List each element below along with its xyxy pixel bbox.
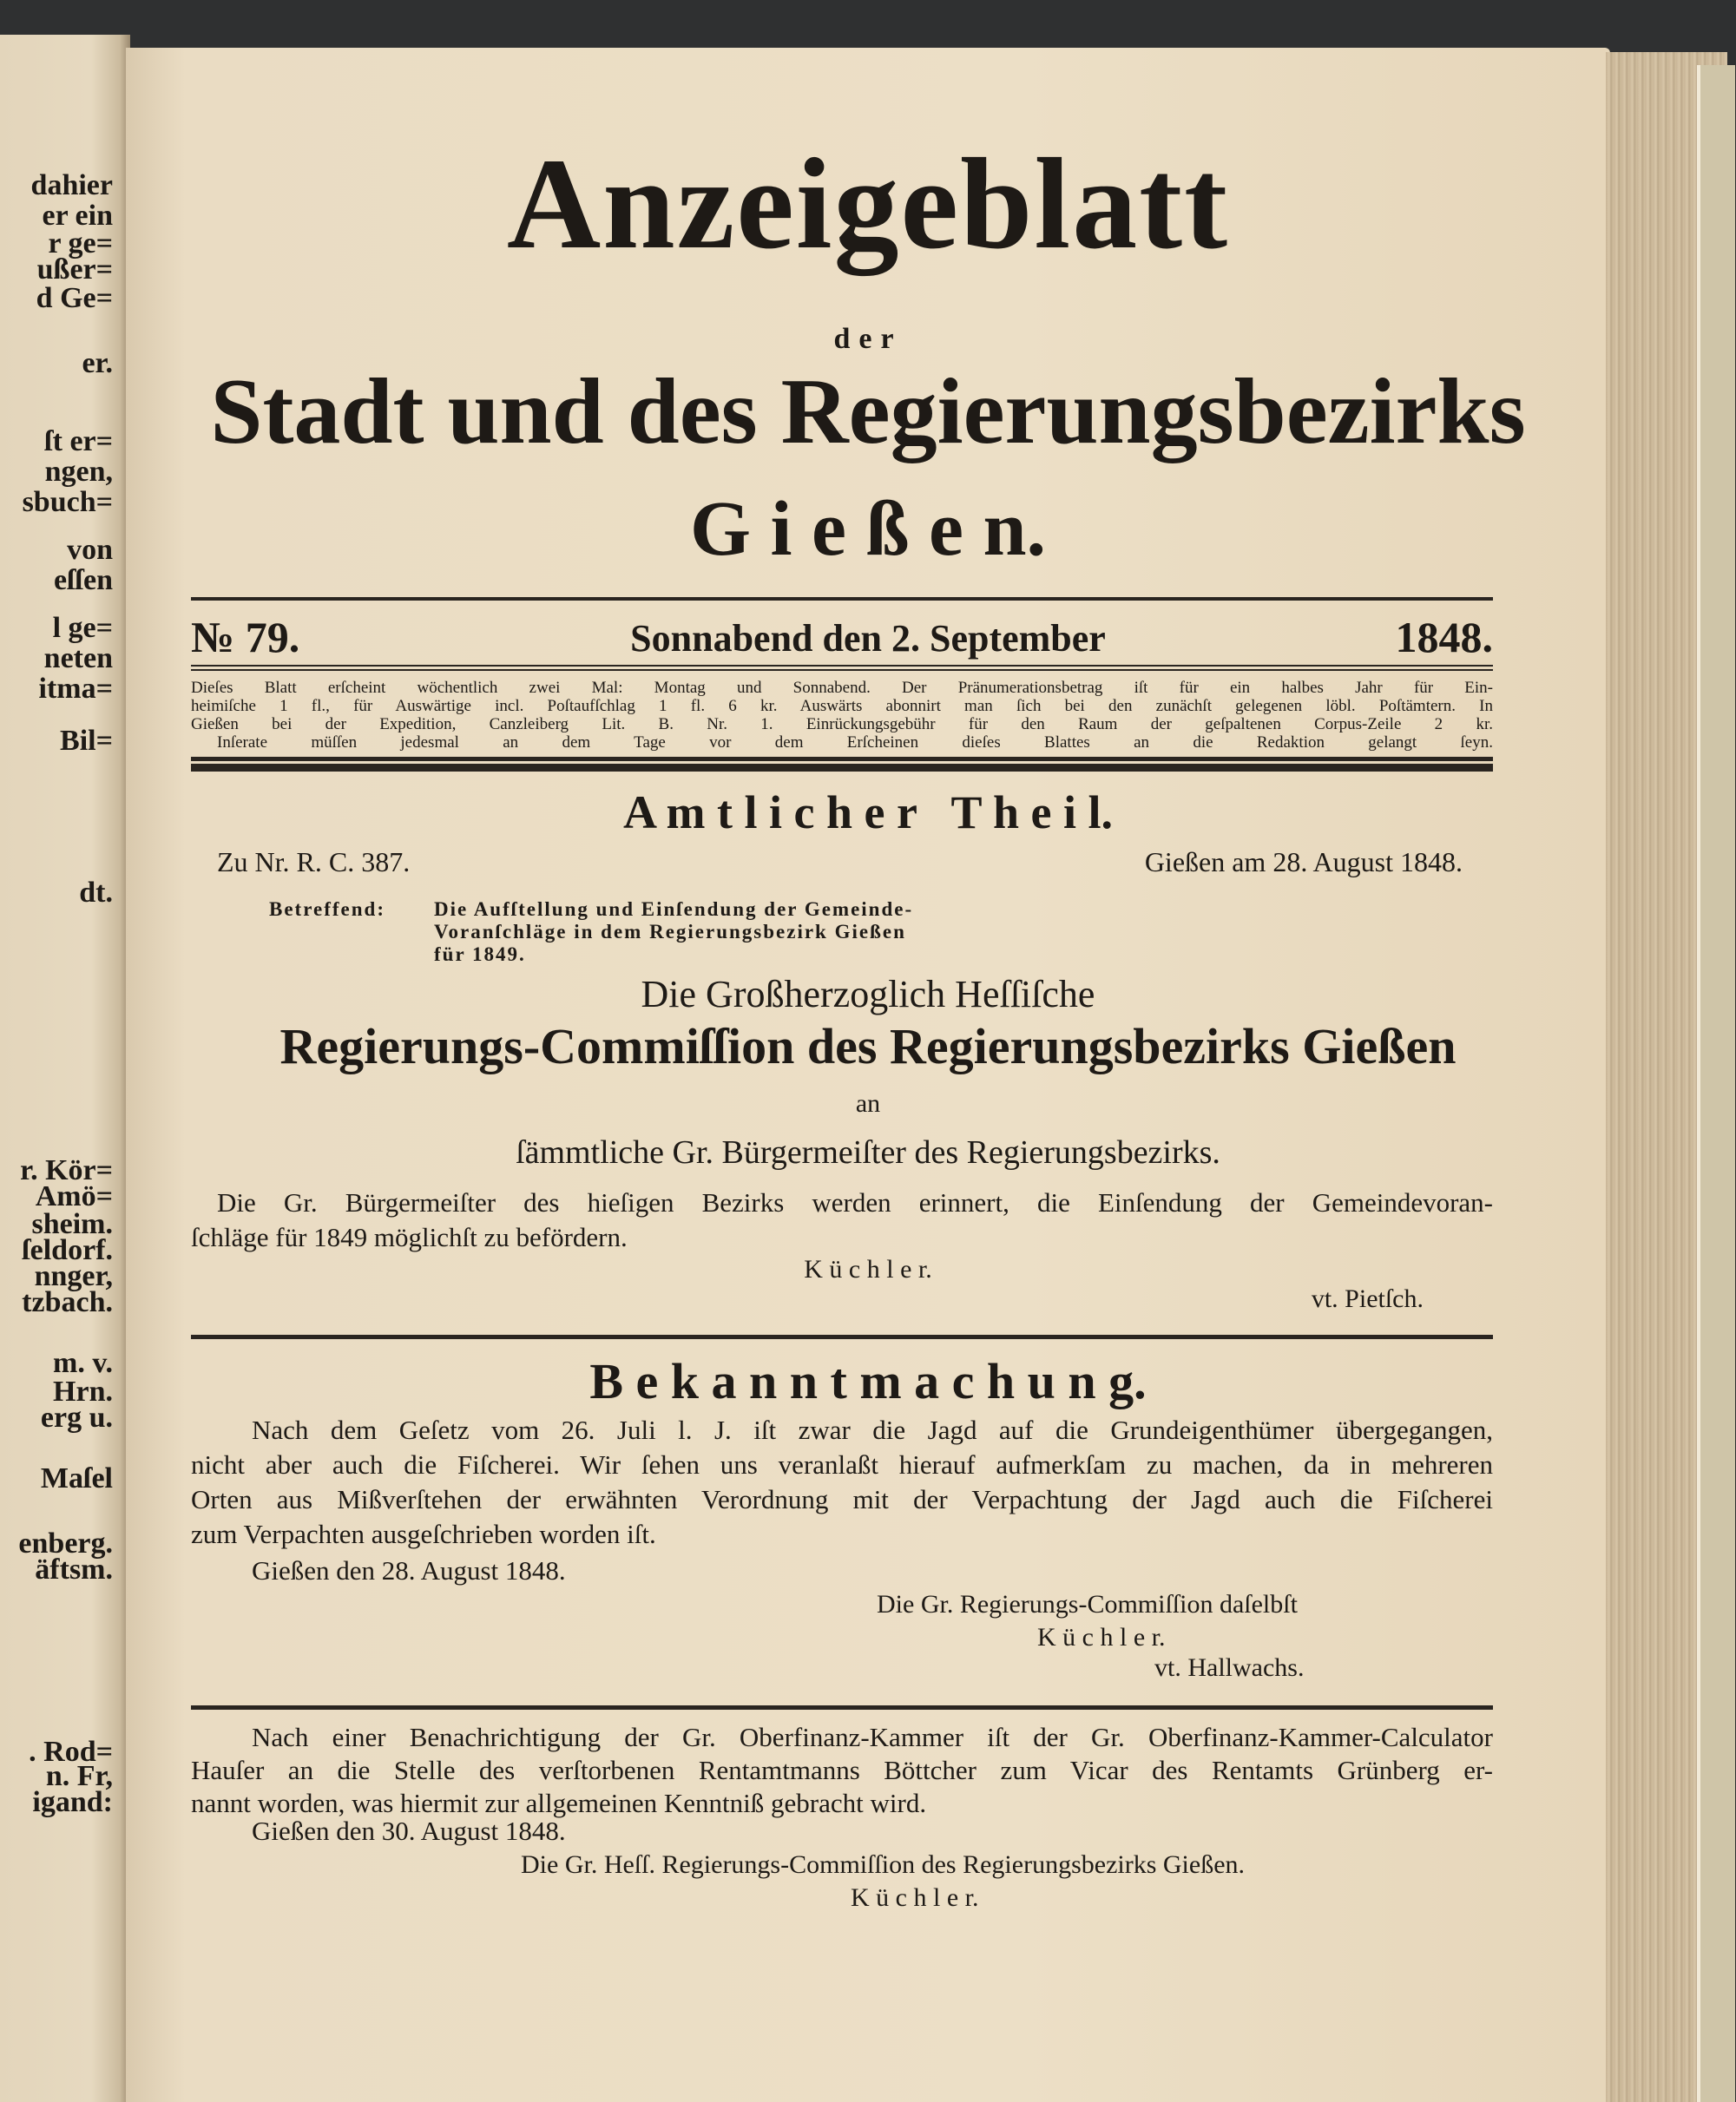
notice2-place-date: Gießen den 30. August 1848. — [252, 1816, 566, 1846]
text-fragment: nnger, — [34, 1260, 113, 1292]
book-cover-edge — [1697, 65, 1735, 2102]
text-fragment: sbuch= — [22, 486, 113, 518]
text-fragment: ſeldorf. — [22, 1234, 113, 1266]
text-fragment: enberg. — [18, 1527, 113, 1560]
text-fragment: Bil= — [60, 725, 113, 757]
text-fragment: äftsm. — [35, 1554, 113, 1586]
divider — [191, 1335, 1493, 1339]
text-fragment: eſſen — [54, 564, 113, 596]
text-fragment: n. Fr, — [45, 1760, 113, 1792]
text-fragment: Maſel — [40, 1462, 113, 1494]
reference-number: Zu Nr. R. C. 387. — [217, 846, 411, 877]
text-line: nicht aber auch die Fiſcherei. Wir ſehen uns veranlaßt hierauf aufmerkſam zu machen, da in mehreren — [191, 1449, 1493, 1480]
addressee: ſämmtliche Gr. Bürgermeiſter des Regierungsbezirks. — [516, 1134, 1220, 1171]
divider — [191, 757, 1493, 761]
issuer-line1: Die Großherzoglich Heſſiſche — [641, 973, 1095, 1015]
addressee-an: an — [855, 1089, 881, 1118]
betreffend-label: Betreffend: — [269, 898, 385, 920]
issue-date: Sonnabend den 2. September — [630, 617, 1106, 660]
text-line: heimiſche 1 fl., für Auswärtige incl. Poſtaufſchlag 1 fl. 6 kr. Auswärts abonnirt man ſich bei den zunächſt gelegenen löbl. Poſtämtern. In — [191, 697, 1493, 715]
divider — [191, 669, 1493, 671]
text-line: Die Aufſtellung und Einſendung der Gemeinde- — [434, 898, 914, 920]
text-line: Gießen bei der Expedition, Canzleiberg Lit. B. Nr. 1. Einrückungsgebühr für den Raum der geſpaltenen Corpus-Zeile 2 kr. — [191, 715, 1493, 733]
text-line: Nach dem Geſetz vom 26. Juli l. J. iſt zwar die Jagd auf die Grundeigenthümer übergegangen, — [252, 1415, 1493, 1445]
text-fragment: von — [67, 534, 113, 566]
text-line: Voranſchläge in dem Regierungsbezirk Gießen — [434, 921, 906, 943]
issue-number: № 79. — [191, 613, 300, 661]
text-line: Dieſes Blatt erſcheint wöchentlich zwei Mal: Montag und Sonnabend. Der Pränumerationsbetrag iſt für ein halbes Jahr für Ein- — [191, 679, 1493, 697]
text-line: ſchläge für 1849 möglichſt zu befördern. — [191, 1222, 628, 1252]
text-fragment: ußer= — [36, 253, 113, 286]
announcement-issuer: Die Gr. Regierungs-Commiſſion daſelbſt — [877, 1590, 1298, 1619]
text-fragment: . Rod= — [29, 1736, 113, 1768]
text-fragment: d Ge= — [36, 282, 113, 314]
text-line: Nach einer Benachrichtigung der Gr. Oberfinanz-Kammer iſt der Gr. Oberfinanz-Kammer-Calculator — [252, 1722, 1493, 1752]
official-countersign: vt. Pietſch. — [1311, 1284, 1424, 1313]
text-fragment: tzbach. — [22, 1286, 113, 1318]
masthead-der: der — [833, 323, 903, 355]
text-line: für 1849. — [434, 943, 526, 965]
section-heading-announcement: B e k a n n t m a c h u n g. — [589, 1353, 1147, 1409]
text-fragment: ſt er= — [44, 425, 113, 457]
masthead-subtitle: Stadt und des Regierungsbezirks — [210, 360, 1526, 463]
text-fragment: Amö= — [35, 1180, 113, 1212]
official-signature: K ü c h l e r. — [804, 1255, 932, 1284]
text-fragment: sheim. — [31, 1208, 113, 1240]
text-fragment: Hrn. — [53, 1376, 113, 1408]
text-fragment: m. v. — [53, 1347, 113, 1379]
text-fragment: l ge= — [52, 612, 113, 644]
issuer-line2: Regierungs-Commiſſion des Regierungsbezirks Gießen — [279, 1018, 1457, 1074]
divider — [191, 1705, 1493, 1710]
official-place-date: Gießen am 28. August 1848. — [1144, 846, 1463, 877]
text-fragment: ngen, — [44, 456, 113, 488]
text-fragment: erg u. — [40, 1402, 113, 1434]
issue-year: 1848. — [1395, 613, 1493, 661]
text-line: nannt worden, was hiermit zur allgemeinen Kenntniß gebracht wird. — [191, 1788, 927, 1818]
announcement-signature: K ü c h l e r. — [1037, 1623, 1166, 1652]
text-fragment: igand: — [32, 1786, 113, 1818]
divider — [191, 764, 1493, 772]
masthead-title: Anzeigeblatt — [506, 132, 1230, 276]
text-fragment: r. Kör= — [20, 1154, 113, 1186]
text-fragment: dahier — [30, 169, 113, 201]
notice2-issuer: Die Gr. Heſſ. Regierungs-Commiſſion des Regierungsbezirks Gießen. — [521, 1850, 1246, 1879]
text-fragment: itma= — [38, 673, 113, 705]
divider — [191, 597, 1493, 601]
text-fragment: er. — [82, 347, 113, 379]
text-line: Inſerate müſſen jedesmal an dem Tage vor dem Erſcheinen dieſes Blattes an die Redaktion gelangt ſeyn. — [217, 733, 1493, 752]
text-line: Die Gr. Bürgermeiſter des hieſigen Bezirks werden erinnert, die Einſendung der Gemeindevoran- — [217, 1187, 1493, 1218]
text-line: zum Verpachten ausgeſchrieben worden iſt. — [191, 1519, 656, 1549]
section-heading-official: A m t l i c h e r T h e i l. — [622, 786, 1114, 838]
divider — [191, 665, 1493, 667]
text-line: Hauſer an die Stelle des verſtorbenen Rentamtmanns Böttcher zum Vicar des Rentamts Grünberg er- — [191, 1755, 1493, 1785]
announcement-countersign: vt. Hallwachs. — [1154, 1653, 1305, 1682]
text-fragment: er ein — [42, 200, 113, 232]
text-fragment: neten — [43, 642, 113, 674]
notice2-signature: K ü c h l e r. — [851, 1883, 979, 1912]
announcement-place-date: Gießen den 28. August 1848. — [252, 1555, 566, 1586]
text-fragment: dt. — [79, 877, 113, 909]
text-line: Orten aus Mißverſtehen der erwähnten Verordnung mit der Verpachtung der Jagd auch die Fiſcherei — [191, 1484, 1493, 1514]
text-fragment: r ge= — [48, 227, 113, 259]
masthead-city: G i e ß e n. — [689, 486, 1046, 572]
